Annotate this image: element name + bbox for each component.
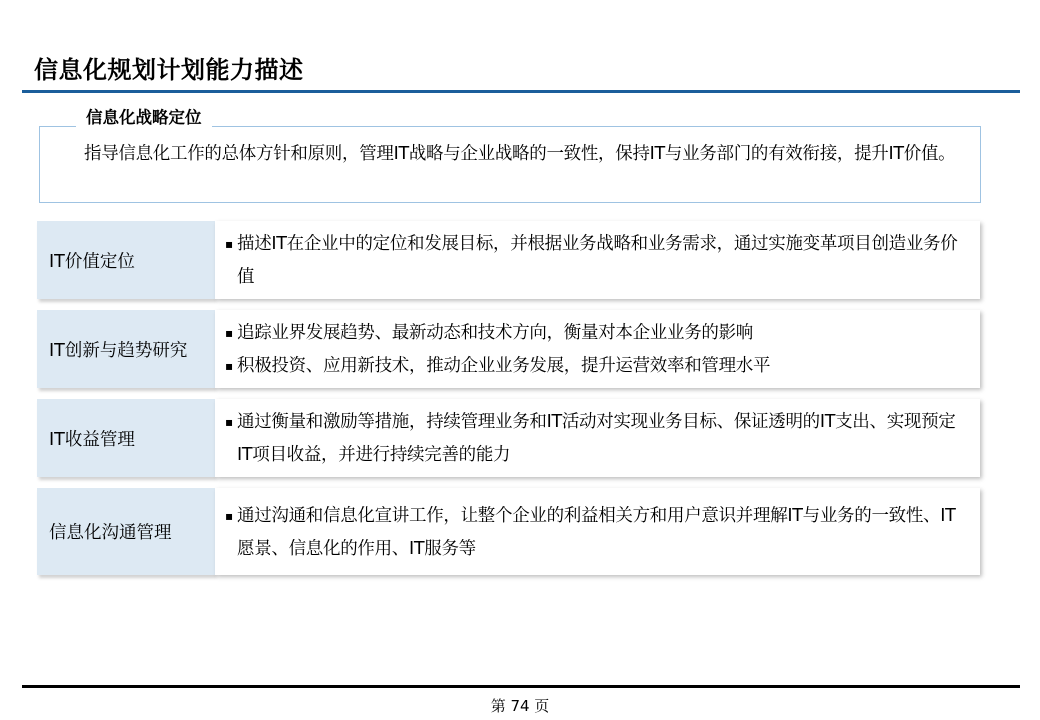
footer-divider bbox=[22, 685, 1020, 688]
capability-row-it-communication bbox=[37, 488, 981, 575]
bullet-item bbox=[225, 500, 966, 566]
page-number: 第 74 页 bbox=[490, 697, 550, 715]
row-label-text: 信息化沟通管理 bbox=[49, 523, 172, 543]
bullet-item bbox=[225, 317, 966, 350]
capability-row-it-value bbox=[37, 221, 981, 299]
bullet-text: 通过衡量和激励等措施，持续管理业务和IT活动对实现业务目标、保证透明的IT支出、实现预定IT项目收益，并进行持续完善的能力 bbox=[237, 412, 956, 465]
strategy-description-box bbox=[39, 126, 981, 203]
row-label-text: IT价值定位 bbox=[49, 251, 135, 272]
row-label bbox=[37, 399, 215, 477]
bullet-icon: ▪ bbox=[225, 415, 233, 429]
row-content bbox=[215, 221, 980, 299]
row-label-text: IT收益管理 bbox=[49, 429, 135, 450]
row-label-text: IT创新与趋势研究 bbox=[49, 340, 188, 361]
section-heading: 信息化战略定位 bbox=[76, 105, 212, 131]
bullet-text: 追踪业界发展趋势、最新动态和技术方向，衡量对本企业业务的影响 bbox=[237, 323, 753, 343]
bullet-text: 积极投资、应用新技术，推动企业业务发展，提升运营效率和管理水平 bbox=[237, 356, 771, 376]
bullet-text: 通过沟通和信息化宣讲工作，让整个企业的利益相关方和用户意识并理解IT与业务的一致性、IT愿景、信息化的作用、IT服务等 bbox=[237, 505, 956, 559]
row-content bbox=[215, 310, 980, 388]
bullet-icon: ▪ bbox=[225, 326, 233, 340]
page-title: 信息化规划计划能力描述 bbox=[34, 56, 304, 84]
capability-row-it-innovation bbox=[37, 310, 981, 388]
row-content bbox=[215, 399, 980, 477]
capability-row-it-benefits bbox=[37, 399, 981, 477]
bullet-item bbox=[225, 350, 966, 383]
strategy-description-text: 指导信息化工作的总体方针和原则，管理IT战略与企业战略的一致性，保持IT与业务部门的有效衔接，提升IT价值。 bbox=[84, 144, 956, 164]
row-label bbox=[37, 310, 215, 388]
bullet-text: 描述IT在企业中的定位和发展目标，并根据业务战略和业务需求，通过实施变革项目创造业务价值 bbox=[237, 234, 958, 287]
title-divider bbox=[22, 90, 1020, 93]
bullet-icon: ▪ bbox=[225, 237, 233, 251]
bullet-item bbox=[225, 406, 966, 472]
row-label bbox=[37, 488, 215, 575]
bullet-icon: ▪ bbox=[225, 508, 233, 523]
bullet-item bbox=[225, 228, 966, 294]
row-label bbox=[37, 221, 215, 299]
row-content bbox=[215, 488, 980, 575]
bullet-icon: ▪ bbox=[225, 359, 233, 373]
